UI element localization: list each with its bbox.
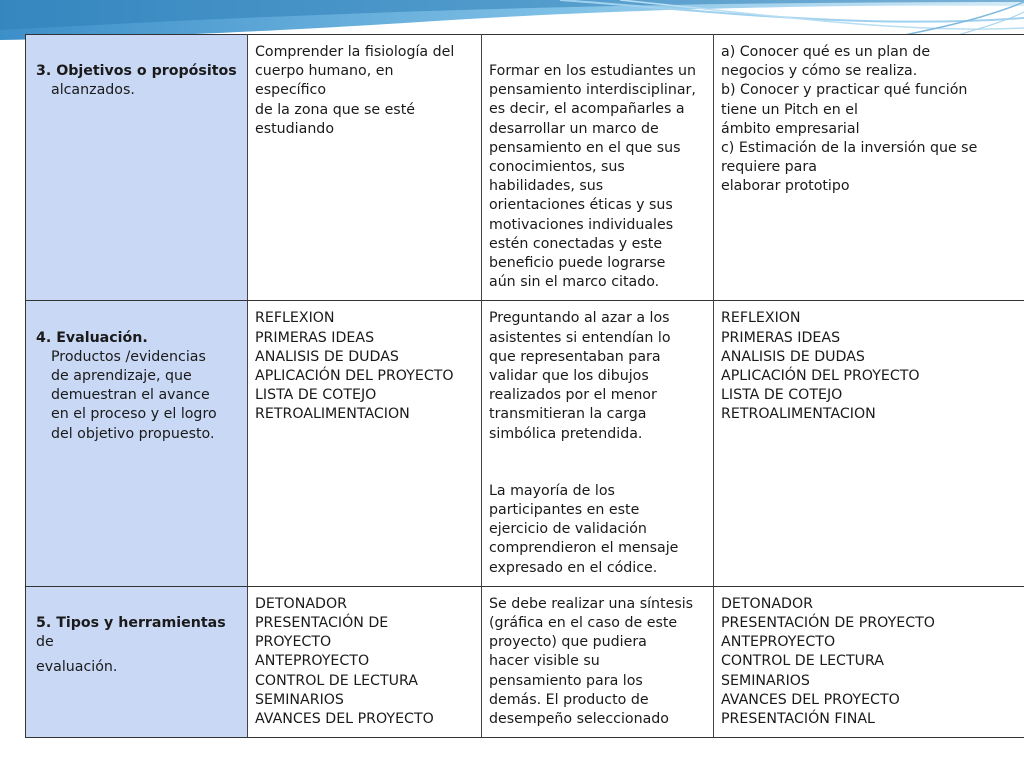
row-header-title: 3. Objetivos o propósitos <box>36 63 237 80</box>
cell-tools-col2: Se debe realizar una síntesis (gráfica en el caso de este proyecto) que pudiera hacer visible su pensamiento para los demás. El producto de desempeño seleccionado <box>482 586 714 737</box>
cell-tools-col1: DETONADOR PRESENTACIÓN DE PROYECTO ANTEPROYECTO CONTROL DE LECTURA SEMINARIOS AVANCES DEL PROYECTO <box>248 586 482 737</box>
cell-objectives-col2 <box>482 35 714 301</box>
cell-objectives-col1: Comprender la fisiología del cuerpo humano, en específico de la zona que se esté estudiando <box>248 35 482 301</box>
cell-text-result: La mayoría de los participantes en este ejercicio de validación comprendieron el mensaje expresado en el códice. <box>489 482 679 576</box>
row-header-title: 4. Evaluación. <box>36 329 148 346</box>
cell-tools-col3: DETONADOR PRESENTACIÓN DE PROYECTO ANTEPROYECTO CONTROL DE LECTURA SEMINARIOS AVANCES DEL PROYECTO PRESENTACIÓN FINAL <box>714 586 1024 737</box>
cell-evaluation-col3: REFLEXION PRIMERAS IDEAS ANALISIS DE DUDAS APLICACIÓN DEL PROYECTO LISTA DE COTEJO RETROALIMENTACION <box>714 301 1024 586</box>
row-header-title: 5. Tipos y herramientas <box>36 615 226 632</box>
cell-text-validation: Preguntando al azar a los asistentes si entendían lo que representaban para validar que los dibujos realizados por el menor transmitieran la carga simbólica pretendida. <box>489 310 671 442</box>
cell-text: Formar en los estudiantes un pensamiento interdisciplinar, es decir, el acompañarles a desarrollar un marco de pensamiento en el que sus conocimientos, sus habilidades, sus orientaciones éticas y sus motivaciones individuales estén conectadas y este beneficio puede lograrse aún sin el marco citado. <box>489 63 697 291</box>
table-row-objectives <box>26 35 1024 301</box>
row-header-body: alcanzados. <box>51 82 135 99</box>
row-header-body: Productos /evidencias de aprendizaje, que demuestran el avance en el proceso y el logro del objetivo propuesto. <box>51 348 217 442</box>
cell-evaluation-col2 <box>482 301 714 586</box>
cell-evaluation-col1: REFLEXION PRIMERAS IDEAS ANALISIS DE DUDAS APLICACIÓN DEL PROYECTO LISTA DE COTEJO RETROALIMENTACION <box>248 301 482 586</box>
row-header-body: evaluación. <box>36 659 118 676</box>
row-header-objectives <box>26 35 248 301</box>
table-row-evaluation <box>26 301 1024 586</box>
row-header-evaluation <box>26 301 248 586</box>
row-header-title-rest: de <box>36 634 54 651</box>
cell-objectives-col3: a) Conocer qué es un plan de negocios y cómo se realiza. b) Conocer y practicar qué función tiene un Pitch en el ámbito empresarial c) Estimación de la inversión que se requiere para elaborar prototipo <box>714 35 1024 301</box>
table-row-tools <box>26 586 1024 737</box>
row-header-tools <box>26 586 248 737</box>
evaluation-table <box>25 34 1024 738</box>
